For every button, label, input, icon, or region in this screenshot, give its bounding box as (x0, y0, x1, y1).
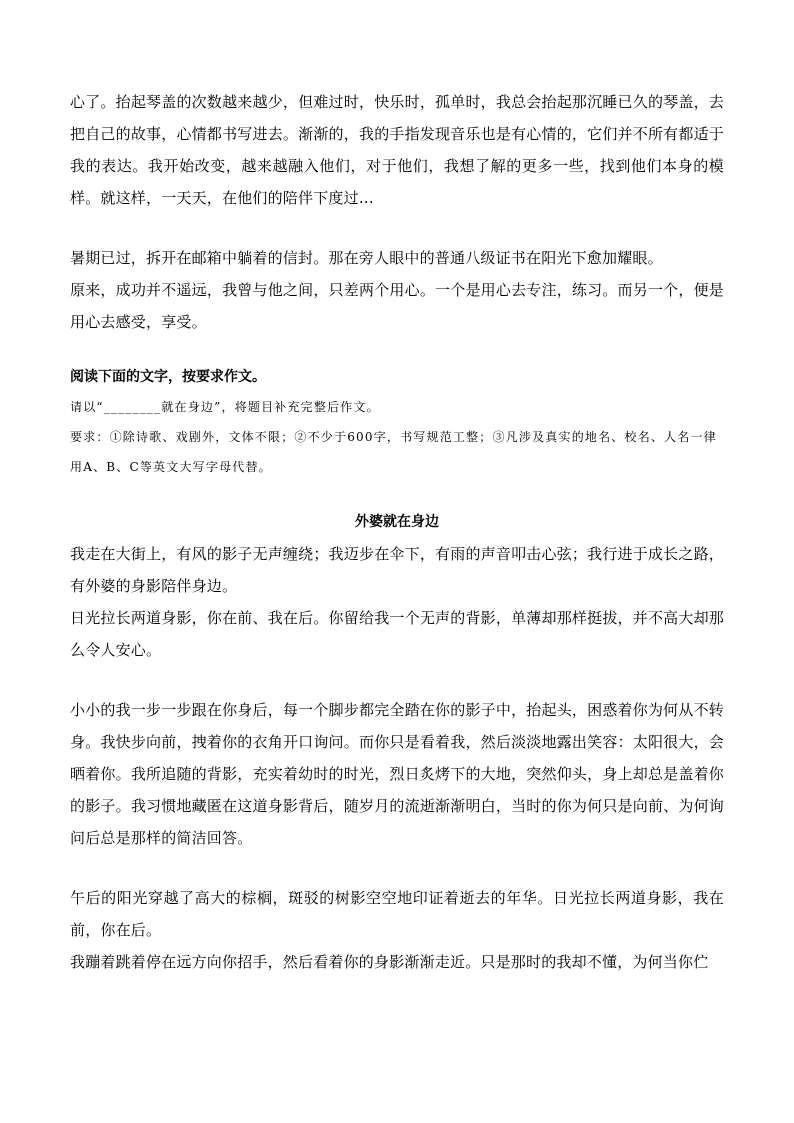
paragraph-spacer (70, 214, 724, 242)
body-paragraph: 心了。抬起琴盖的次数越来越少，但难过时，快乐时，孤单时，我总会抬起那沉睡已久的琴盖，去把自己的故事，心情都书写进去。渐渐的，我的手指发现音乐也是有心情的，它们并不所有都适于我的表达。我开始改变，越来越融入他们，对于他们，我想了解的更多一些，找到他们本身的模样。就这样，一天天，在他们的陪伴下度过… (70, 93, 724, 207)
essay-paragraph: 午后的阳光穿越了高大的棕榈，斑驳的树影空空地印证着逝去的年华。日光拉长两道身影，我在前，你在后。 (70, 889, 724, 939)
body-paragraph: 原来，成功并不遥远，我曾与他之间，只差两个用心。一个是用心去专注，练习。而另一个，便是用心去感受，享受。 (70, 281, 724, 331)
essay-paragraph: 我蹦着跳着停在远方向你招手，然后看着你的身影渐渐走近。只是那时的我却不懂，为何当你伫 (70, 953, 709, 971)
essay-paragraph: 日光拉长两道身影，你在前、我在后。你留给我一个无声的背影，单薄却那样挺拔，并不高大却那么令人安心。 (70, 609, 724, 659)
section-spacer (70, 482, 724, 506)
instructions-requirements: 要求：①除诗歌、戏剧外，文体不限；②不少于600字，书写规范工整；③凡涉及真实的地名、校名、人名一律用A、B、C等英文大写字母代替。 (70, 430, 717, 474)
body-paragraph: 暑期已过，拆开在邮箱中躺着的信封。那在旁人眼中的普通八级证书在阳光下愈加耀眼。 (70, 249, 663, 267)
paragraph-spacer (70, 666, 724, 694)
essay-paragraph: 小小的我一步一步跟在你身后，每一个脚步都完全踏在你的影子中，抬起头，困惑着你为何从不转身。我快步向前，拽着你的衣角开口询问。而你只是看着我，然后淡淡地露出笑容：太阳很大，会晒着你。我所追随的背影，充实着幼时的时光，烈日炙烤下的大地，突然仰头，身上却总是盖着你的影子。我习惯地藏匿在这道身影背后，随岁月的流逝渐渐明白，当时的你为何只是向前、为何询问后总是那样的简洁回答。 (70, 701, 724, 847)
instructions-prompt: 请以“________就在身边”，将题目补充完整后作文。 (70, 400, 380, 414)
paragraph-spacer (70, 854, 724, 882)
document-page (70, 86, 724, 978)
essay-title: 外婆就在身边 (355, 514, 439, 530)
essay-paragraph: 我走在大街上，有风的影子无声缠绕；我迈步在伞下，有雨的声音叩击心弦；我行进于成长之路，有外婆的身影陪伴身边。 (70, 545, 724, 595)
section-spacer (70, 338, 724, 362)
instructions-heading: 阅读下面的文字，按要求作文。 (70, 369, 266, 385)
